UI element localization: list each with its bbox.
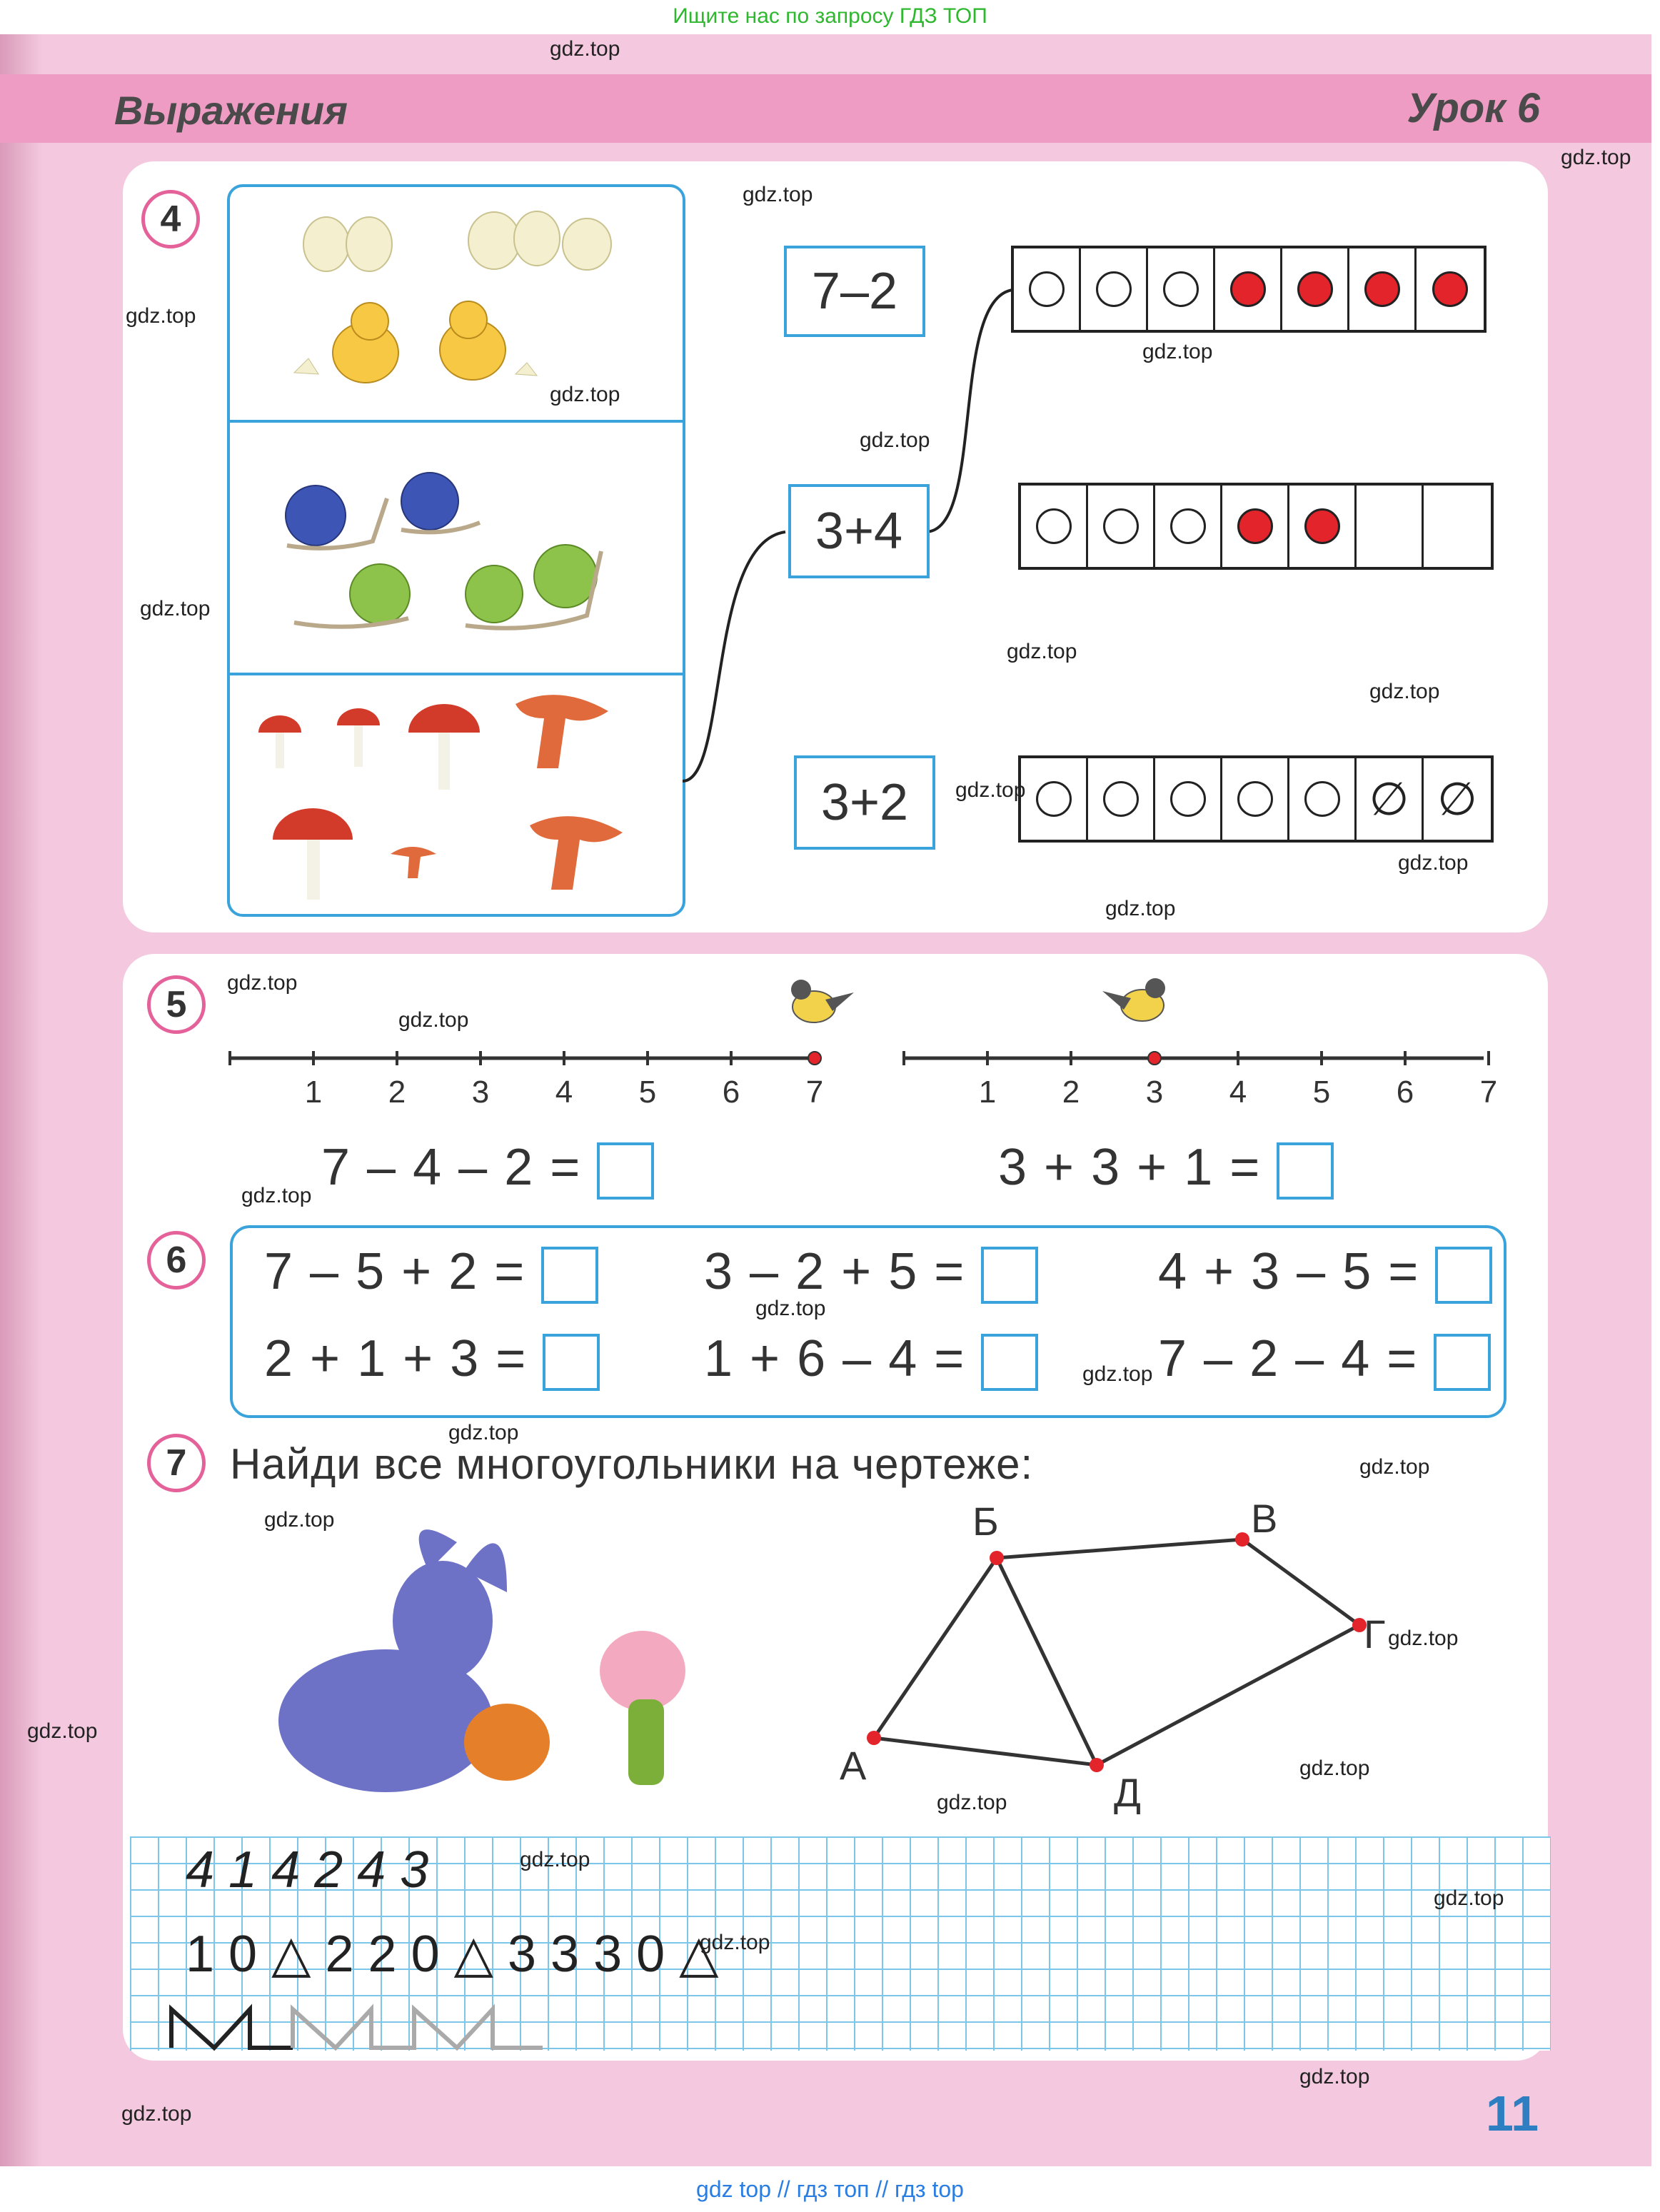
watermark: gdz.top [27, 1719, 98, 1743]
position-dot [1148, 1052, 1161, 1065]
circle-cell[interactable] [1155, 758, 1222, 840]
grid-row-1-text: 4 1 4 2 4 3 [186, 1841, 429, 1899]
watermark: gdz.top [1082, 1362, 1153, 1386]
circle-cell[interactable] [1357, 758, 1424, 840]
watermark: gdz.top [1142, 340, 1213, 363]
watermark: gdz.top [1359, 1455, 1430, 1479]
circle-cell[interactable] [1289, 486, 1357, 567]
task6-expression-3 [1158, 1242, 1492, 1304]
task6-expression-5-text: 1 + 6 – 4 = [704, 1330, 966, 1387]
watermark: gdz.top [1388, 1627, 1459, 1650]
watermark: gdz.top [743, 183, 813, 206]
task6-expression-1-text: 7 – 5 + 2 = [264, 1243, 526, 1300]
circle-cell[interactable] [1081, 248, 1148, 330]
empty-circle-icon [1170, 508, 1206, 544]
tick-label: 3 [471, 1075, 490, 1110]
lesson-label: Урок 6 [1407, 85, 1540, 131]
zigzag-pattern [164, 2002, 564, 2052]
task6-expression-2-text: 3 – 2 + 5 = [704, 1243, 966, 1300]
filled-circle-icon [1364, 271, 1400, 307]
vertex-label-g: Г [1364, 1612, 1386, 1657]
tick-label: 6 [722, 1075, 740, 1110]
circle-row-2 [1018, 483, 1494, 570]
watermark: gdz.top [1369, 680, 1440, 703]
watermark: gdz.top [1299, 1756, 1370, 1780]
circle-cell[interactable] [1424, 758, 1491, 840]
position-dot [808, 1052, 821, 1065]
tick-label: 7 [805, 1075, 824, 1110]
circle-row-3 [1018, 755, 1494, 843]
watermark: gdz.top [860, 428, 930, 452]
circle-cell[interactable] [1021, 486, 1088, 567]
empty-circle-icon [1304, 781, 1340, 817]
answer-box[interactable] [1435, 1247, 1492, 1304]
watermark: gdz.top [121, 2102, 192, 2126]
donkey-piglet-illustration [228, 1521, 743, 1821]
page-number: 11 [1486, 2086, 1539, 2141]
filled-circle-icon [1304, 508, 1340, 544]
empty-circle-icon [1036, 508, 1072, 544]
task6-expression-5 [704, 1329, 1038, 1391]
watermark: gdz.top [550, 383, 620, 406]
watermark: gdz.top [1105, 897, 1176, 920]
bird-right-icon [1102, 978, 1165, 1021]
tick-label: 7 [1479, 1075, 1498, 1110]
circle-cell[interactable] [1424, 486, 1491, 567]
watermark: gdz.top [1299, 2065, 1370, 2088]
empty-circle-icon [1029, 271, 1065, 307]
watermark: gdz.top [264, 1508, 335, 1532]
grid-row-2-text: 1 0 △ 2 2 0 △ 3 3 3 0 △ [186, 1926, 719, 1983]
answer-box[interactable] [543, 1334, 600, 1391]
watermark: gdz.top [700, 1931, 770, 1954]
answer-box[interactable] [981, 1334, 1038, 1391]
number-line-svg [227, 1050, 824, 1110]
task5-expression-1-text: 7 – 4 – 2 = [321, 1139, 582, 1196]
crossed-circle-icon: ∅ [1437, 773, 1477, 825]
empty-circle-icon [1036, 781, 1072, 817]
watermark: gdz.top [520, 1848, 590, 1871]
watermark: gdz.top [126, 304, 196, 328]
empty-circle-icon [1163, 271, 1199, 307]
watermark: gdz.top [227, 971, 298, 995]
circle-cell[interactable] [1357, 486, 1424, 567]
tick-label: 4 [555, 1075, 573, 1110]
circle-cell[interactable] [1222, 486, 1289, 567]
answer-box[interactable] [1434, 1334, 1491, 1391]
watermark: gdz.top [140, 597, 211, 620]
empty-circle-icon [1096, 271, 1132, 307]
circle-cell[interactable] [1021, 758, 1088, 840]
watermark: gdz.top [755, 1297, 826, 1320]
tick-label: 1 [304, 1075, 323, 1110]
crossed-circle-icon: ∅ [1369, 773, 1409, 825]
watermark: gdz.top [550, 37, 620, 61]
tick-label: 2 [1062, 1075, 1080, 1110]
task6-expression-6-text: 7 – 2 – 4 = [1158, 1330, 1419, 1387]
number-line-right [901, 1050, 1498, 1110]
tick-label: 4 [1229, 1075, 1247, 1110]
task5-expression-2-text: 3 + 3 + 1 = [998, 1139, 1262, 1196]
filled-circle-icon [1237, 508, 1273, 544]
tick-label: 1 [978, 1075, 997, 1110]
task6-expression-2 [704, 1242, 1038, 1304]
filled-circle-icon [1230, 271, 1266, 307]
circle-cell[interactable] [1417, 248, 1484, 330]
task6-expression-4 [264, 1329, 600, 1391]
answer-box[interactable] [597, 1142, 654, 1200]
expression-box-7-2[interactable]: 7–2 [784, 246, 925, 337]
tick-label: 2 [388, 1075, 406, 1110]
task4-number: 4 [141, 190, 200, 248]
watermark: gdz.top [1561, 146, 1631, 169]
task6-expression-4-text: 2 + 1 + 3 = [264, 1330, 528, 1387]
circle-cell[interactable] [1014, 248, 1081, 330]
answer-box[interactable] [1277, 1142, 1334, 1200]
section-title: Выражения [114, 88, 348, 133]
empty-circle-icon [1170, 781, 1206, 817]
vertex-label-a: А [840, 1743, 867, 1788]
circle-cell[interactable] [1222, 758, 1289, 840]
number-line-left [227, 1050, 824, 1110]
watermark: gdz.top [1007, 640, 1077, 663]
tick-label: 3 [1145, 1075, 1164, 1110]
tick-label: 5 [638, 1075, 657, 1110]
vertex-label-b: Б [972, 1499, 999, 1544]
task5-expression-1 [321, 1138, 654, 1200]
watermark: gdz.top [1434, 1886, 1504, 1910]
circle-cell[interactable] [1088, 486, 1155, 567]
circle-cell[interactable] [1155, 486, 1222, 567]
circle-cell[interactable] [1282, 248, 1349, 330]
vertex-label-d: Д [1114, 1770, 1141, 1815]
empty-circle-icon [1103, 781, 1139, 817]
vertex-label-v: В [1251, 1496, 1278, 1541]
circle-cell[interactable] [1215, 248, 1282, 330]
circle-cell[interactable] [1349, 248, 1417, 330]
task6-expression-3-text: 4 + 3 – 5 = [1158, 1243, 1420, 1300]
answer-box[interactable] [541, 1247, 598, 1304]
task7-text: Найди все многоугольники на чертеже: [230, 1440, 1034, 1488]
watermark: gdz.top [241, 1184, 312, 1207]
circle-cell[interactable] [1289, 758, 1357, 840]
watermark: gdz.top [937, 1791, 1007, 1814]
task6-number: 6 [147, 1231, 206, 1290]
footer-links[interactable]: gdz top // гдз топ // гдз top [0, 2166, 1660, 2212]
task7-number: 7 [147, 1434, 206, 1492]
empty-circle-icon [1237, 781, 1273, 817]
task5-expression-2 [998, 1138, 1334, 1200]
answer-box[interactable] [981, 1247, 1038, 1304]
watermark: gdz.top [448, 1421, 519, 1444]
tick-label: 5 [1312, 1075, 1331, 1110]
watermark: gdz.top [955, 778, 1026, 802]
number-line-svg [901, 1050, 1498, 1110]
filled-circle-icon [1297, 271, 1333, 307]
tick-label: 6 [1396, 1075, 1414, 1110]
bird-left-icon [791, 980, 854, 1022]
expression-box-3-2[interactable]: 3+2 [794, 755, 935, 850]
watermark: gdz.top [398, 1008, 469, 1032]
top-banner[interactable]: Ищите нас по запросу ГДЗ ТОП [0, 0, 1660, 34]
task6-expression-1 [264, 1242, 598, 1304]
empty-circle-icon [1103, 508, 1139, 544]
circle-row-1 [1011, 246, 1487, 333]
circle-cell[interactable] [1148, 248, 1215, 330]
task5-number: 5 [147, 975, 206, 1034]
filled-circle-icon [1432, 271, 1468, 307]
watermark: gdz.top [1398, 851, 1469, 875]
task6-expression-6 [1158, 1329, 1491, 1391]
expression-box-3-4[interactable]: 3+4 [788, 484, 930, 578]
circle-cell[interactable] [1088, 758, 1155, 840]
